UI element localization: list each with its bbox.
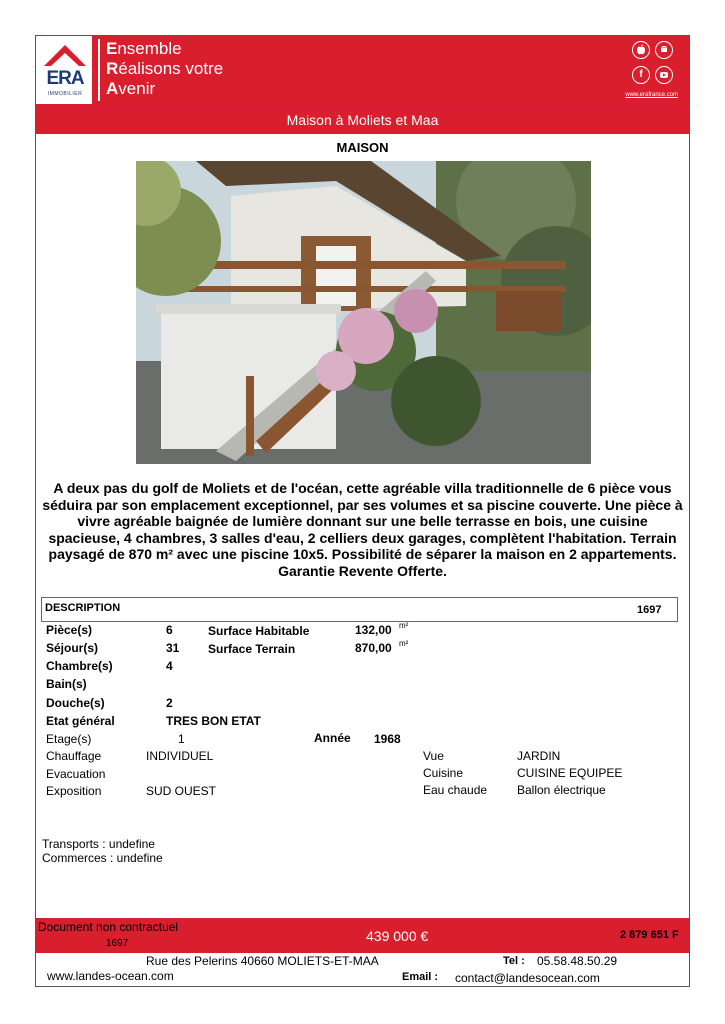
tel-number[interactable]: 05.58.48.50.29 <box>537 954 618 968</box>
cuisine-value: CUISINE EQUIPEE <box>517 766 623 780</box>
email-link[interactable]: contact@landesocean.com <box>455 971 600 985</box>
vue-value: JARDIN <box>517 749 561 763</box>
header-banner <box>35 35 690 105</box>
annee-value: 1968 <box>374 732 401 746</box>
house-roof-icon <box>42 42 88 68</box>
footer-reference: 1697 <box>106 938 129 949</box>
non-contract-notice: Document non contractuel <box>38 920 179 934</box>
slogan-line-2: Réalisons votre <box>106 59 224 78</box>
exposition-label: Exposition <box>46 784 102 798</box>
chauffage-label: Chauffage <box>46 749 102 763</box>
sejour-label: Séjour(s) <box>46 641 99 655</box>
surface-terrain-unit: m² <box>399 639 409 648</box>
chambres-value: 4 <box>166 659 173 673</box>
etage-value: 1 <box>178 732 185 746</box>
logo-text: ERA <box>46 68 84 89</box>
bain-label: Bain(s) <box>46 677 87 691</box>
etat-label: Etat général <box>46 714 115 728</box>
slogan-line-1: Ensemble <box>106 39 182 58</box>
eau-chaude-label: Eau chaude <box>423 783 488 797</box>
property-type: MAISON <box>336 140 389 155</box>
surface-terrain-label: Surface Terrain <box>208 642 296 656</box>
annee-label: Année <box>314 731 351 745</box>
android-icon[interactable] <box>655 41 673 59</box>
surface-habitable-label: Surface Habitable <box>208 624 310 638</box>
description-label: DESCRIPTION <box>45 602 121 614</box>
douche-label: Douche(s) <box>46 696 105 710</box>
slogan-line-3: Avenir <box>106 79 156 98</box>
surface-habitable-unit: m² <box>399 621 409 630</box>
chambres-label: Chambre(s) <box>46 659 113 673</box>
era-website-link[interactable]: www.erafrance.com <box>625 92 678 98</box>
exposition-value: SUD OUEST <box>146 784 217 798</box>
commerces-info: Commerces : undefine <box>42 851 163 865</box>
apple-icon[interactable] <box>632 41 650 59</box>
vue-label: Vue <box>423 749 444 763</box>
evacuation-label: Evacuation <box>46 767 106 781</box>
chauffage-value: INDIVIDUEL <box>146 749 214 763</box>
surface-habitable-value: 132,00 <box>355 623 392 637</box>
etat-value: TRES BON ETAT <box>166 714 261 728</box>
eau-chaude-value: Ballon électrique <box>517 783 606 797</box>
price-francs: 2 879 651 F <box>620 929 679 941</box>
header-divider <box>98 39 100 101</box>
youtube-icon[interactable] <box>655 66 673 84</box>
reference-number: 1697 <box>637 604 662 616</box>
logo-subtext: IMMOBILIER <box>47 91 83 97</box>
etage-label: Etage(s) <box>46 732 92 746</box>
pieces-value: 6 <box>166 623 173 637</box>
douche-value: 2 <box>166 696 173 710</box>
facebook-icon[interactable]: f <box>632 66 650 84</box>
listing-title: Maison à Moliets et Maa <box>35 106 690 134</box>
sejour-value: 31 <box>166 641 180 655</box>
listing-description: A deux pas du golf de Moliets et de l'océan, cette agréable villa traditionnelle de 6 pièce vous séduira par son emplacement exceptionnel, par ses volumes et sa piscine couverte. Une pièce à vivre agréable baignée de lumière donnant sur une belle terrasse en bois, une cuisine spacieuse, 4 chambres, 3 salles d'eau, 2 celliers deux garages, complètent l'habitation. Terrain paysagé de 870 m² avec une piscine 10x5. Possibilité de séparer la maison en 2 appartements. Garantie Revente Offerte. <box>42 480 683 579</box>
tel-label: Tel : <box>503 955 525 967</box>
agency-address: Rue des Pelerins 40660 MOLIETS-ET-MAA <box>146 954 379 968</box>
slogan <box>106 39 223 99</box>
email-label: Email : <box>402 971 439 983</box>
era-logo[interactable] <box>35 35 93 105</box>
cuisine-label: Cuisine <box>423 766 464 780</box>
price: 439 000 € <box>366 928 429 944</box>
agency-website-link[interactable]: www.landes-ocean.com <box>47 969 174 983</box>
pieces-label: Pièce(s) <box>46 623 93 637</box>
description-header-box <box>41 597 678 622</box>
surface-terrain-value: 870,00 <box>355 641 392 655</box>
property-photo <box>136 161 591 464</box>
transports-info: Transports : undefine <box>42 837 155 851</box>
